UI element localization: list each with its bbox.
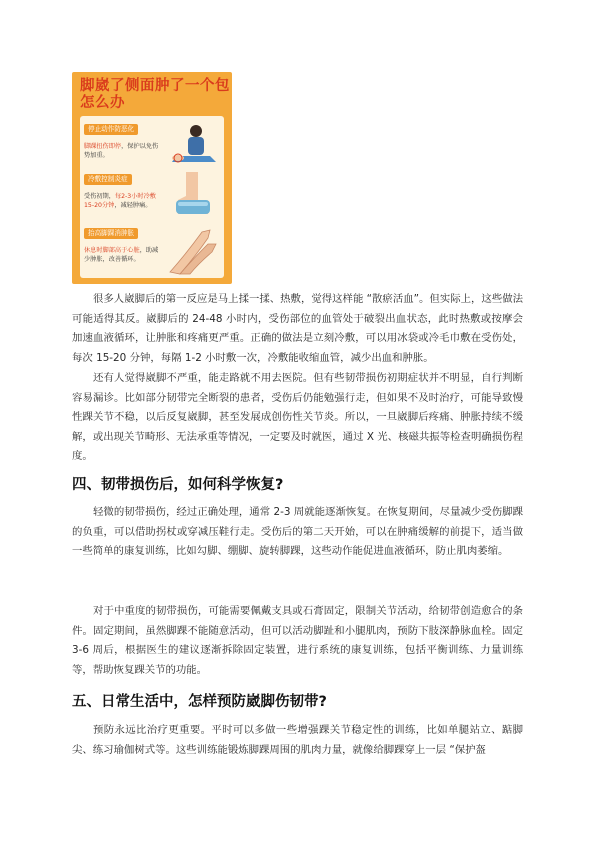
poster-label-elevate: 抬高脚踝消肿胀 [84,228,138,239]
poster-panel [80,116,224,278]
poster-title: 脚崴了侧面肿了一个包怎么办 [80,78,230,111]
poster-text-cold: 受伤初期，每2-3小时冷敷15-20分钟，减轻肿痛。 [84,193,156,209]
poster-label-cold: 冷敷控制炎症 [84,174,132,185]
poster-label-stop: 停止动作防恶化 [84,124,138,135]
section-heading-recovery: 四、韧带损伤后，如何科学恢复? [72,477,284,493]
elevated-leg-icon [166,224,222,276]
poster-text-elevate: 休息时脚部高于心脏，助减少肿胀，改善循环。 [84,247,159,263]
paragraph-severe-recovery: 对于中重度的韧带损伤，可能需要佩戴支具或石膏固定，限制关节活动，给韧带创造愈合的条件。固定期间，虽然脚踝不能随意活动，但可以活动脚趾和小腿肌肉，预防下肢深静脉血栓。固定 3-6 周后，根据医生的建议逐渐拆除固定装置，进行系统的康复训练，包括平衡训练、力量训练等，帮助恢复踝关节的功能。 [72,605,523,676]
poster-text-stop: 脚踝扭伤即停，保护以免伤势加重。 [84,143,159,159]
ice-pack-ankle-icon [172,170,216,220]
person-holding-ankle-icon [166,122,222,166]
paragraph-seek-medical: 还有人觉得崴脚不严重，能走路就不用去医院。但有些韧带损伤初期症状并不明显，自行判断容易漏诊。比如部分韧带完全断裂的患者，受伤后仍能勉强行走，但如果不及时治疗，可能导致慢性踝关节不稳，以后反复崴脚，甚至发展成创伤性关节炎。所以，一旦崴脚后疼痛、肿胀持续不缓解，或出现关节畸形、无法承重等情况，一定要及时就医，通过 X 光、核磁共振等检查明确损伤程度。 [72,372,523,463]
paragraph-mild-recovery: 轻微的韧带损伤，经过正确处理，通常 2-3 周就能逐渐恢复。在恢复期间，尽量减少受伤脚踝的负重，可以借助拐杖或穿减压鞋行走。受伤后的第二天开始，可以在肿痛缓解的前提下，适当做一些简单的康复训练，比如勾脚、绷脚、旋转脚踝，这些动作能促进血液循环，防止肌肉萎缩。 [72,506,523,558]
paragraph-prevention: 预防永远比治疗更重要。平时可以多做一些增强踝关节稳定性的训练，比如单腿站立、踮脚尖、练习瑜伽树式等。这些训练能锻炼脚踝周围的肌肉力量，就像给脚踝穿上一层 “保护盔 [72,724,523,756]
section-heading-prevention: 五、日常生活中，怎样预防崴脚伤韧带? [72,694,327,710]
ankle-sprain-poster [72,72,232,284]
paragraph-cold-compress: 很多人崴脚后的第一反应是马上揉一揉、热敷，觉得这样能 “散瘀活血”。但实际上，这些做法可能适得其反。崴脚后的 24-48 小时内，受伤部位的血管处于破裂出血状态，此时热敷或按摩会加速血液循环，让肿胀和疼痛更严重。正确的做法是立刻冷敷，可以用冰袋或冷毛巾敷在受伤处，每次 15-20 分钟，每隔 1-2 小时敷一次，冷敷能收缩血管，减少出血和肿胀。 [72,293,523,364]
